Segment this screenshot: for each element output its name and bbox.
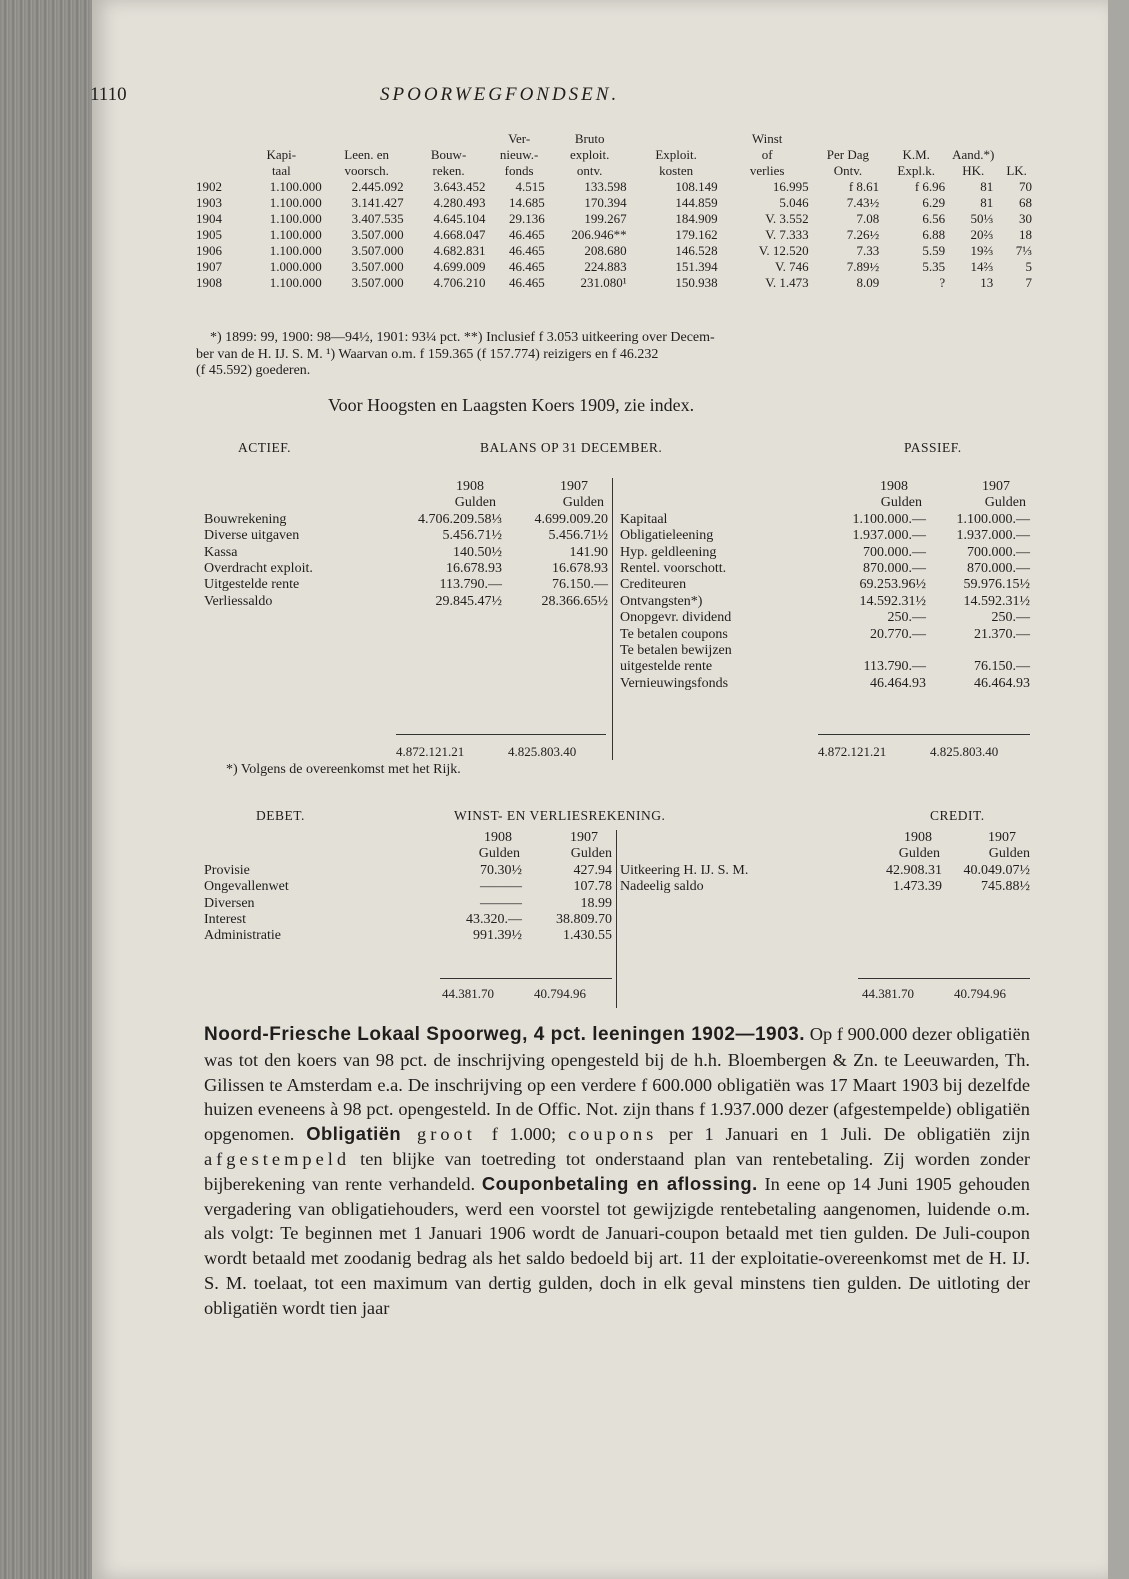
paragraph-text: f 1.000;	[491, 1124, 568, 1145]
stats-value-cell: 70	[1019, 179, 1032, 194]
paragraph-text: per 1 Januari en 1 Juli. De obligatiën zijn	[657, 1124, 1030, 1145]
stats-value-cell: 7.33	[856, 243, 880, 258]
ledger-amount-1907: 1.430.55	[563, 928, 612, 944]
stats-value-cell: 20⅔	[970, 227, 994, 242]
ledger-amount-1908: 46.464.93	[870, 675, 926, 691]
ledger-label: Ongevallenwet	[204, 879, 289, 895]
stats-value-cell: 4.668.047	[433, 227, 486, 242]
stats-value-cell: 16.995	[772, 179, 809, 194]
ledger-amount-1907: 40.049.07½	[963, 862, 1030, 878]
year-cell: 1903	[196, 195, 222, 210]
ledger-amount-1908: ———	[480, 879, 522, 895]
book-right-edge	[1108, 0, 1129, 1579]
balance-footnote: *) Volgens de overeenkomst met het Rijk.	[226, 762, 461, 777]
stats-header-row	[196, 147, 1036, 163]
ledger-row	[620, 643, 1030, 659]
stats-value-cell: f 6.96	[914, 179, 946, 194]
ledger-row	[204, 528, 608, 544]
ledger-amount-1907: 59.976.15½	[963, 577, 1030, 593]
winst-total-rule	[858, 978, 1030, 979]
stats-value-cell: 150.938	[675, 275, 718, 290]
ledger-amount-1908: 20.770.—	[870, 626, 926, 642]
year-header: 1907	[560, 479, 588, 494]
stats-header-cell: Leen. en	[344, 147, 390, 162]
stats-value-cell: 184.909	[675, 211, 718, 226]
stats-header-cell: LK.	[1006, 163, 1027, 178]
stats-value-cell: 1.100.000	[269, 211, 322, 226]
winst-left-title: DEBET.	[256, 808, 305, 823]
stats-value-cell: 151.394	[675, 259, 718, 274]
ledger-amount-1908: 991.39½	[473, 928, 522, 944]
ledger-amount-1908: 43.320.—	[466, 912, 522, 928]
ledger-amount-1907: 28.366.65½	[541, 593, 608, 609]
stats-header-cell	[949, 131, 997, 147]
stats-value-cell: 4.699.009	[433, 259, 486, 274]
unit-header: Gulden	[454, 495, 496, 511]
stats-value-cell: 46.465	[508, 259, 545, 274]
keyword-couponbetaling: Couponbetaling en aflossing.	[481, 1172, 758, 1194]
stats-header-cell	[326, 131, 408, 147]
ledger-amount-1908: 1.937.000.—	[852, 528, 926, 544]
ledger-amount-1907: 16.678.93	[552, 561, 608, 577]
year-cell: 1902	[196, 179, 222, 194]
page-number: 1110	[90, 84, 127, 105]
winst-right-title: CREDIT.	[930, 808, 985, 823]
ledger-row	[204, 512, 608, 528]
stats-value-cell: 170.394	[584, 195, 627, 210]
balance-title: BALANS OP 31 DECEMBER.	[480, 440, 663, 455]
spaced-text: groot	[401, 1124, 492, 1145]
stats-value-cell: 7.26½	[846, 227, 880, 242]
stats-header-cell: reken.	[432, 163, 465, 178]
footnote-line: ber van de H. IJ. S. M. ¹) Waarvan o.m. f 159.365 (f 157.774) reizigers en f 46.232	[196, 346, 659, 362]
ledger-label: Ontvangsten*)	[620, 593, 703, 609]
unit-header: Gulden	[880, 495, 922, 511]
stats-header-cell: verlies	[749, 163, 785, 178]
year-header: 1908	[880, 479, 908, 494]
balance-total-1908: 4.872.121.21	[818, 744, 887, 759]
balance-total-1908: 4.872.121.21	[396, 744, 465, 759]
ledger-row	[620, 561, 1030, 577]
ledger-amount-1908: ———	[480, 895, 522, 911]
stats-header-cell: Aand.*)	[952, 147, 995, 162]
stats-header-cell: Bruto	[574, 131, 605, 146]
ledger-amount-1907: 745.88½	[981, 879, 1030, 895]
stats-value-cell: 50⅓	[970, 211, 994, 226]
spaced-text: coupons	[568, 1124, 658, 1145]
stats-value-cell: 146.528	[675, 243, 718, 258]
ledger-row	[620, 528, 1030, 544]
stats-value-cell: 7	[1025, 275, 1032, 290]
stats-value-cell: 224.883	[584, 259, 627, 274]
stats-value-cell: 3.141.427	[351, 195, 404, 210]
stats-header-cell	[813, 131, 884, 147]
ledger-label: Te betalen bewijzen	[620, 643, 732, 659]
unit-header: Gulden	[562, 495, 604, 511]
footnote-line: (f 45.592) goederen.	[196, 363, 311, 378]
stats-header-cell: Bouw-	[430, 147, 467, 162]
ledger-row	[620, 594, 1030, 610]
balance-left-title: ACTIEF.	[238, 440, 292, 455]
stats-value-cell: 3.643.452	[433, 179, 486, 194]
stats-value-cell: 4.515	[515, 179, 545, 194]
stats-value-cell: 5.59	[922, 243, 946, 258]
ledger-amount-1907: 1.100.000.—	[956, 511, 1030, 527]
stats-row	[196, 259, 1036, 275]
year-header: 1908	[484, 830, 512, 845]
ledger-amount-1907: 141.90	[569, 544, 608, 560]
stats-row	[196, 227, 1036, 243]
stats-value-cell: 1.100.000	[269, 179, 322, 194]
paragraph-text: ten blijke van toetreding tot onderstaand plan van rentebetaling. Zij worden zonder bijberekening van rente verhandeld.	[204, 1148, 1030, 1194]
stats-value-cell: 8.09	[856, 275, 880, 290]
ledger-label: Overdracht exploit.	[204, 561, 313, 577]
ledger-amount-1908: 1.473.39	[893, 879, 942, 895]
ledger-amount-1907: 700.000.—	[967, 544, 1030, 560]
stats-value-cell: 231.080¹	[580, 275, 627, 290]
stats-header-cell: ontv.	[576, 163, 603, 178]
winst-total-1907: 40.794.96	[534, 986, 586, 1001]
year-header: 1907	[982, 479, 1010, 494]
ledger-row	[204, 545, 608, 561]
ledger-label: Kassa	[204, 544, 238, 560]
stats-header-cell	[237, 131, 326, 147]
winst-total-1907: 40.794.96	[954, 986, 1006, 1001]
unit-header: Gulden	[984, 495, 1026, 511]
stats-header-cell: kosten	[659, 163, 694, 178]
year-cell: 1905	[196, 227, 222, 242]
ledger-amount-1907: 76.150.—	[552, 577, 608, 593]
stats-value-cell: 46.465	[508, 243, 545, 258]
balance-divider	[612, 478, 613, 760]
spaced-text: afgestempeld	[204, 1148, 351, 1169]
stats-value-cell: 7⅓	[1015, 243, 1032, 258]
ledger-amount-1908: 700.000.—	[863, 544, 926, 560]
stats-value-cell: 3.507.000	[351, 275, 404, 290]
loan-description-paragraph	[204, 1022, 1030, 1321]
ledger-label: uitgestelde rente	[620, 659, 713, 675]
stats-value-cell: 144.859	[675, 195, 718, 210]
ledger-amount-1907: 38.809.70	[556, 912, 612, 928]
ledger-amount-1907: 250.—	[991, 610, 1030, 626]
book-page-edges	[0, 0, 92, 1579]
ledger-amount-1908: 5.456.71½	[442, 528, 502, 544]
keyword-obligatien: Obligatiën	[306, 1123, 402, 1145]
stats-value-cell: 4.280.493	[433, 195, 486, 210]
ledger-label: Hyp. geldleening	[620, 544, 717, 560]
ledger-row	[204, 594, 608, 610]
ledger-amount-1908: 140.50½	[453, 544, 502, 560]
ledger-amount-1907: 870.000.—	[967, 561, 1030, 577]
stats-value-cell: 3.507.000	[351, 227, 404, 242]
stats-header-cell: Per Dag	[826, 147, 870, 162]
stats-value-cell: f 8.61	[848, 179, 880, 194]
ledger-label: Administratie	[204, 928, 281, 944]
stats-value-cell: 3.407.535	[351, 211, 404, 226]
balance-total-1907: 4.825.803.40	[930, 744, 999, 759]
ledger-row	[204, 577, 608, 593]
stats-value-cell: 1.100.000	[269, 275, 322, 290]
ledger-amount-1907: 21.370.—	[974, 626, 1030, 642]
ledger-label: Onopgevr. dividend	[620, 610, 732, 626]
unit-header: Gulden	[478, 846, 520, 862]
ledger-amount-1908: 4.706.209.58⅓	[418, 511, 502, 527]
stats-value-cell: 46.465	[508, 275, 545, 290]
balance-assets-table	[204, 479, 608, 610]
winst-divider	[616, 830, 617, 1008]
ledger-amount-1907: 5.456.71½	[548, 528, 608, 544]
winst-total-1908: 44.381.70	[862, 986, 914, 1001]
ledger-row	[204, 928, 612, 944]
winst-title: WINST- EN VERLIESREKENING.	[454, 808, 666, 823]
winst-total-rule	[440, 978, 612, 979]
stats-header-cell: K.M.	[902, 147, 930, 162]
stats-value-cell: 1.100.000	[269, 195, 322, 210]
ledger-amount-1907: 18.99	[580, 895, 612, 911]
ledger-amount-1907	[926, 643, 1030, 659]
winst-total-1908: 44.381.70	[442, 986, 494, 1001]
statistics-table	[196, 131, 1036, 291]
ledger-label: Te betalen coupons	[620, 626, 728, 642]
ledger-label: Vernieuwingsfonds	[620, 675, 729, 691]
stats-value-cell: 1.100.000	[269, 243, 322, 258]
ledger-amount-1907: 46.464.93	[974, 675, 1030, 691]
stats-value-cell: ?	[939, 275, 946, 290]
stats-row	[196, 179, 1036, 195]
stats-header-cell: Exploit.	[655, 147, 697, 162]
ledger-row	[620, 676, 1030, 692]
stats-header-cell	[408, 131, 490, 147]
year-header: 1907	[988, 830, 1016, 845]
stats-value-cell: 1.100.000	[269, 227, 322, 242]
ledger-amount-1908: 29.845.47½	[435, 593, 502, 609]
stats-value-cell: 108.149	[675, 179, 718, 194]
year-cell: 1907	[196, 259, 222, 274]
ledger-row	[620, 863, 1030, 879]
ledger-row	[620, 577, 1030, 593]
ledger-row	[204, 896, 612, 912]
ledger-label: Crediteuren	[620, 577, 687, 593]
ledger-label: Uitgestelde rente	[204, 577, 300, 593]
stats-value-cell: 19⅔	[970, 243, 994, 258]
ledger-row	[620, 627, 1030, 643]
stats-header-cell	[997, 131, 1036, 147]
ledger-label: Rentel. voorschott.	[620, 561, 727, 577]
stats-header-cell: exploit.	[569, 147, 610, 162]
stats-value-cell: 179.162	[675, 227, 718, 242]
ledger-amount-1908: 113.790.—	[439, 577, 502, 593]
stats-value-cell: 4.706.210	[433, 275, 486, 290]
paragraph-text: In eene op 14 Juni 1905 gehouden vergadering van obligatiehouders, werd een voorstel tot gewijzigde rentebetaling aangenomen, luidende o.m. als volgt: Te beginnen met 1 Januari 1906 wordt de Januari-coupon betaald met tien gulden. De Juli-coupon wordt betaald met zoodanig bedrag als het saldo bedoeld bij art. 11 der exploitatie-overeenkomst met de H. IJ. S. M. toelaat, tot een maximum van dertig gulden, doch in elk geval minstens tien gulden. De uitloting der obligatiën wordt tien jaar	[204, 1173, 1030, 1318]
ledger-amount-1908: 16.678.93	[446, 561, 502, 577]
ledger-label: Diversen	[204, 895, 255, 911]
year-header: 1908	[456, 479, 484, 494]
stats-value-cell: 2.445.092	[351, 179, 404, 194]
balance-total-1907: 4.825.803.40	[508, 744, 577, 759]
stats-header-cell: of	[761, 147, 773, 162]
stats-header-cell	[883, 131, 949, 147]
ledger-row	[620, 659, 1030, 675]
stats-value-cell: 68	[1019, 195, 1032, 210]
stats-header-cell: voorsch.	[344, 163, 389, 178]
stats-value-cell: 14.685	[508, 195, 545, 210]
ledger-amount-1908: 70.30½	[480, 862, 522, 878]
stats-header-cell: fonds	[504, 163, 534, 178]
stats-value-cell: 6.88	[922, 227, 946, 242]
stats-value-cell: 18	[1019, 227, 1032, 242]
stats-header-cell: Kapi-	[266, 147, 297, 162]
ledger-amount-1907: 14.592.31½	[963, 593, 1030, 609]
winst-credit-table	[620, 830, 1030, 896]
ledger-row	[204, 863, 612, 879]
stats-header-cell: HK.	[962, 163, 985, 178]
stats-footnotes	[196, 330, 1036, 380]
balance-total-rule	[818, 734, 1030, 735]
year-header: 1908	[904, 830, 932, 845]
stats-value-cell: 199.267	[584, 211, 627, 226]
stats-value-cell: 4.682.831	[433, 243, 486, 258]
unit-header: Gulden	[898, 846, 940, 862]
footnote-line: *) 1899: 99, 1900: 98—94½, 1901: 93¼ pct. **) Inclusief f 3.053 uitkeering over Decem-	[210, 330, 715, 345]
ledger-amount-1907: 4.699.009.20	[534, 511, 608, 527]
stats-value-cell: 81	[980, 195, 994, 210]
stats-header-cell: Expl.k.	[897, 163, 935, 178]
stats-header-cell	[196, 131, 237, 147]
ledger-amount-1908: 69.253.96½	[859, 577, 926, 593]
stats-header-cell: nieuw.-	[499, 147, 539, 162]
stats-value-cell: 3.507.000	[351, 243, 404, 258]
year-cell: 1904	[196, 211, 222, 226]
ledger-row	[620, 545, 1030, 561]
stats-value-cell: 5	[1025, 259, 1032, 274]
stats-value-cell: 1.000.000	[269, 259, 322, 274]
ledger-amount-1907: 76.150.—	[974, 659, 1030, 675]
stats-header-row	[196, 163, 1036, 179]
stats-value-cell: 81	[980, 179, 994, 194]
ledger-amount-1907: 107.78	[573, 879, 612, 895]
stats-value-cell: 14⅔	[970, 259, 994, 274]
unit-header: Gulden	[570, 846, 612, 862]
stats-header-cell	[997, 147, 1036, 163]
ledger-row	[204, 879, 612, 895]
ledger-amount-1907: 427.94	[573, 862, 612, 878]
stats-value-cell: V. 12.520	[758, 243, 809, 258]
stats-row	[196, 195, 1036, 211]
koers-reference: Voor Hoogsten en Laagsten Koers 1909, zie index.	[328, 395, 695, 415]
ledger-amount-1907: 1.937.000.—	[956, 528, 1030, 544]
ledger-row	[204, 912, 612, 928]
stats-header-cell: Ontv.	[833, 163, 863, 178]
ledger-label: Kapitaal	[620, 511, 668, 527]
year-header: 1907	[570, 830, 598, 845]
stats-value-cell: 6.29	[922, 195, 946, 210]
stats-value-cell: V. 1.473	[765, 275, 809, 290]
stats-header-cell	[631, 131, 722, 147]
stats-row	[196, 243, 1036, 259]
ledger-amount-1908: 250.—	[887, 610, 926, 626]
ledger-label: Diverse uitgaven	[204, 528, 300, 544]
stats-header-cell: taal	[271, 163, 291, 178]
page-running-title: SPOORWEGFONDSEN.	[380, 84, 620, 105]
stats-header-cell	[196, 163, 237, 179]
stats-header-cell: Winst	[751, 131, 783, 146]
stats-value-cell: V. 7.333	[765, 227, 809, 242]
stats-value-cell: V. 746	[774, 259, 809, 274]
stats-row	[196, 211, 1036, 227]
ledger-row	[620, 610, 1030, 626]
stats-value-cell: V. 3.552	[765, 211, 809, 226]
stats-value-cell: 6.56	[922, 211, 946, 226]
ledger-label: Provisie	[204, 862, 250, 878]
unit-header: Gulden	[988, 846, 1030, 862]
stats-value-cell: 3.507.000	[351, 259, 404, 274]
stats-value-cell: 206.946**	[571, 227, 627, 242]
year-cell: 1908	[196, 275, 222, 290]
balance-right-title: PASSIEF.	[904, 440, 962, 455]
paragraph-text: Op f 900.000 dezer obligatiën was tot den koers van 98 pct. de inschrijving opengesteld bij de h.h. Bloembergen & Zn. te Leeuwarden, Th. Gilissen te Amsterdam e.a. De inschrijving op een verdere f 600.000 obligatiën was 17 Maart 1903 bij dezelfde huizen eveneens à 98 pct. opengesteld. In de Offic. Not. zijn thans f 1.937.000 dezer (afgestempelde) obligatiën opgenomen.	[204, 1024, 1031, 1145]
ledger-amount-1908	[816, 643, 926, 659]
stats-value-cell: 29.136	[508, 211, 545, 226]
balance-total-rule	[396, 734, 606, 735]
ledger-amount-1908: 870.000.—	[863, 561, 926, 577]
ledger-row	[204, 561, 608, 577]
stats-value-cell: 7.89½	[846, 259, 880, 274]
stats-value-cell: 30	[1019, 211, 1032, 226]
ledger-label: Interest	[204, 912, 246, 928]
balance-liabilities-table	[620, 479, 1030, 692]
ledger-label: Obligatieleening	[620, 528, 714, 544]
ledger-label: Bouwrekening	[204, 511, 287, 527]
ledger-label: Nadeelig saldo	[620, 879, 704, 895]
ledger-amount-1908: 113.790.—	[863, 659, 926, 675]
ledger-amount-1908: 14.592.31½	[859, 593, 926, 609]
stats-value-cell: 208.680	[584, 243, 627, 258]
paragraph-heading: Noord-Friesche Lokaal Spoorweg, 4 pct. leeningen 1902—1903.	[204, 1024, 806, 1045]
ledger-amount-1908: 42.908.31	[886, 862, 942, 878]
stats-value-cell: 4.645.104	[433, 211, 486, 226]
stats-row	[196, 275, 1036, 291]
stats-header-cell	[196, 147, 237, 163]
ledger-label: Verliessaldo	[204, 593, 273, 609]
stats-value-cell: 46.465	[508, 227, 545, 242]
ledger-amount-1908: 1.100.000.—	[852, 511, 926, 527]
winst-debet-table	[204, 830, 612, 945]
stats-value-cell: 13	[980, 275, 994, 290]
stats-value-cell: 7.43½	[846, 195, 880, 210]
stats-value-cell: 133.598	[584, 179, 627, 194]
stats-value-cell: 5.35	[922, 259, 946, 274]
year-cell: 1906	[196, 243, 222, 258]
ledger-label: Uitkeering H. IJ. S. M.	[620, 862, 749, 878]
ledger-row	[620, 512, 1030, 528]
stats-header-cell: Ver-	[508, 131, 531, 146]
stats-value-cell: 7.08	[856, 211, 880, 226]
stats-header-row	[196, 131, 1036, 147]
stats-value-cell: 5.046	[779, 195, 809, 210]
ledger-row	[620, 879, 1030, 895]
